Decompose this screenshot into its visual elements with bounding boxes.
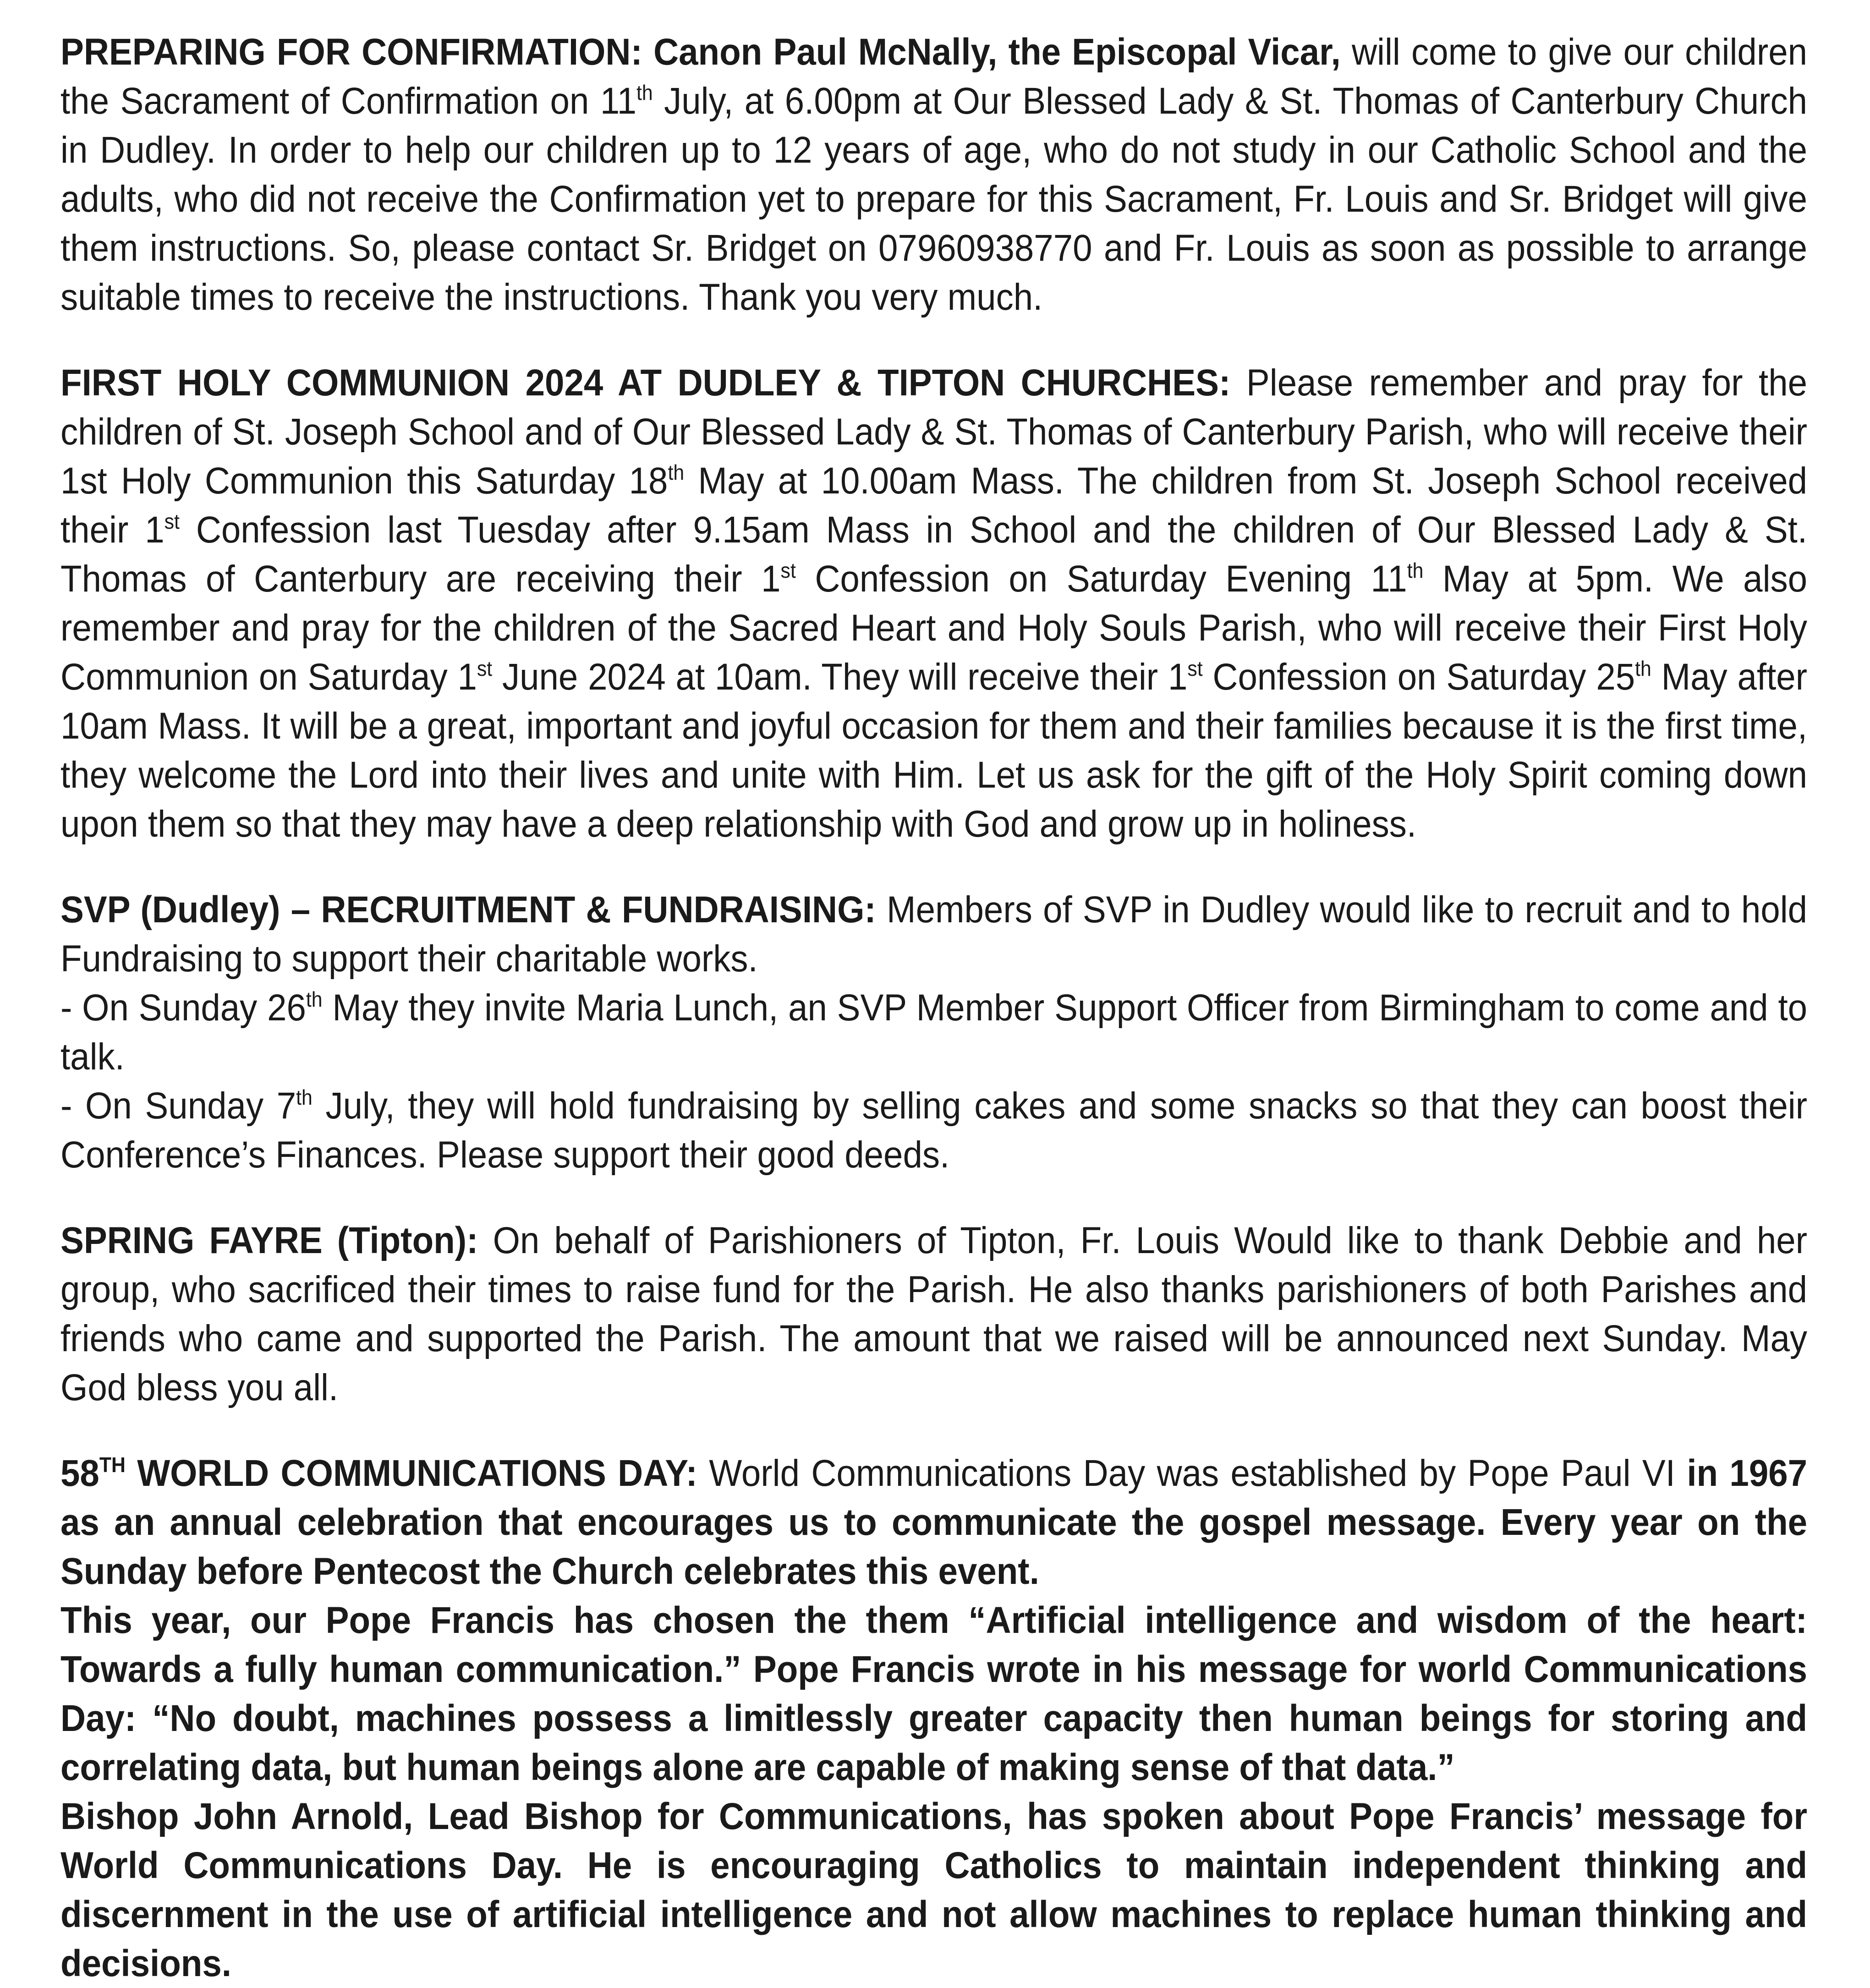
confirmation-text-1: will come to give our children the Sacrament of Confirmation on 11 [60, 31, 1808, 122]
confirmation-heading: PREPARING FOR CONFIRMATION: [60, 31, 642, 73]
communion-sup-7: th [1635, 657, 1651, 680]
svp-item-1-sup: th [306, 987, 323, 1011]
confirmation-text-2: July, at 6.00pm at Our Blessed Lady & St. Thomas of Canterbury Church in Dudley. In order to help our children up to 12 years of age, who do not study in our Catholic School and the adults, who did not receive the Confirmation yet to prepare for this Sacrament, Fr. Louis and Sr. Bridget will give them instructions. So, please contact Sr. Bridget on 07960938770 and Fr. Louis as soon as possible to arrange suitable times to receive the instructions. Thank you very much. [60, 80, 1808, 318]
wcd-paragraph-2: This year, our Pope Francis has chosen the them “Artificial intelligence and wisdom of the heart: Towards a fully human communication.” Pope Francis wrote in his message for world Communications Day: “No doubt, machines possess a limitlessly greater capacity then human beings for storing and correlating data, but human beings alone are capable of making sense of that data.” [60, 1599, 1808, 1788]
wcd-paragraph [60, 1449, 1807, 1596]
communion-paragraph [60, 358, 1807, 849]
communion-text-3: Confession last Tuesday after 9.15am Mass in School and the children of Our Blessed Lady & St. Thomas of Canterbury are receiving their 1 [60, 509, 1808, 600]
svp-paragraph [60, 885, 1807, 983]
svp-item-2-b: July, they will hold fundraising by selling cakes and some snacks so that they can boost their Conference’s Finances. Please support their good deeds. [60, 1085, 1808, 1176]
svp-item-2-sup: th [296, 1085, 313, 1109]
confirmation-paragraph [60, 27, 1807, 322]
communion-sup-6: st [1187, 657, 1203, 680]
communion-text-4: Confession on Saturday Evening 11 [795, 558, 1407, 600]
svp-item-2-a: - On Sunday 7 [60, 1085, 296, 1127]
svp-heading: SVP (Dudley) – RECRUITMENT & FUNDRAISING: [60, 889, 876, 931]
communion-text-7: Confession on Saturday 25 [1202, 656, 1635, 698]
communion-sup-1: th [668, 460, 685, 484]
communion-heading: FIRST HOLY COMMUNION 2024 AT DUDLEY & TIPTON CHURCHES: [60, 362, 1231, 404]
communion-text-5: May at 5pm. We also remember and pray for the children of the Sacred Heart and Holy Souls Parish, who will receive their First Holy Communion on Saturday 1 [60, 558, 1808, 698]
communion-sup-2: st [164, 509, 180, 533]
communion-text-1: Please remember and pray for the children of St. Joseph School and of Our Blessed Lady & St. Thomas of Canterbury Parish, who will receive their 1st Holy Communion this Saturday 18 [60, 362, 1808, 502]
communion-text-6: June 2024 at 10am. They will receive their 1 [492, 656, 1188, 698]
confirmation-sup-1: th [636, 81, 653, 104]
wcd-heading-sup: TH [99, 1453, 126, 1477]
confirmation-bold-lead: Canon Paul McNally, the Episcopal Vicar, [653, 31, 1341, 73]
communion-text-8: May after 10am Mass. It will be a great, important and joyful occasion for them and their families because it is the first time, they welcome the Lord into their lives and unite with Him. Let us ask for the gift of the Holy Spirit coming down upon them so that they may have a deep relationship with God and grow up in holiness. [60, 656, 1808, 845]
fayre-text-1: On behalf of Parishioners of Tipton, Fr. Louis Would like to thank Debbie and her group, who sacrificed their times to raise fund for the Parish. He also thanks parishioners of both Parishes and friends who came and supported the Parish. The amount that we raised will be announced next Sunday. May God bless you all. [60, 1220, 1808, 1408]
svp-item-2 [60, 1081, 1807, 1179]
svp-item-1-b: May they invite Maria Lunch, an SVP Member Support Officer from Birmingham to come and to talk. [60, 987, 1808, 1078]
wcd-heading-b: WORLD COMMUNICATIONS DAY: [125, 1452, 697, 1494]
fayre-paragraph [60, 1216, 1807, 1412]
svp-item-1-a: - On Sunday 26 [60, 987, 306, 1029]
communion-text-2: May at 10.00am Mass. The children from St. Joseph School received their 1 [60, 460, 1808, 551]
wcd-paragraph-3: Bishop John Arnold, Lead Bishop for Communications, has spoken about Pope Francis’ message for World Communications Day. He is encouraging Catholics to maintain independent thinking and discernment in the use of artificial intelligence and not allow machines to replace human thinking and decisions. [60, 1796, 1808, 1984]
wcd-text-1: World Communications Day was established by Pope Paul VI [697, 1452, 1675, 1494]
svp-text-1: Members of SVP in Dudley would like to recruit and to hold Fundraising to support their charitable works. [60, 889, 1808, 980]
newsletter-page [60, 27, 1807, 1988]
wcd-heading-a: 58 [60, 1452, 99, 1494]
communion-sup-4: th [1407, 559, 1424, 582]
communion-sup-5: st [477, 657, 493, 680]
wcd-bold-1: in 1967 as an annual celebration that encourages us to communicate the gospel message. Every year on the Sunday before Pentecost the Church celebrates this event. [60, 1452, 1808, 1592]
fayre-heading: SPRING FAYRE (Tipton): [60, 1220, 478, 1261]
svp-item-1 [60, 983, 1807, 1081]
communion-sup-3: st [780, 559, 796, 582]
